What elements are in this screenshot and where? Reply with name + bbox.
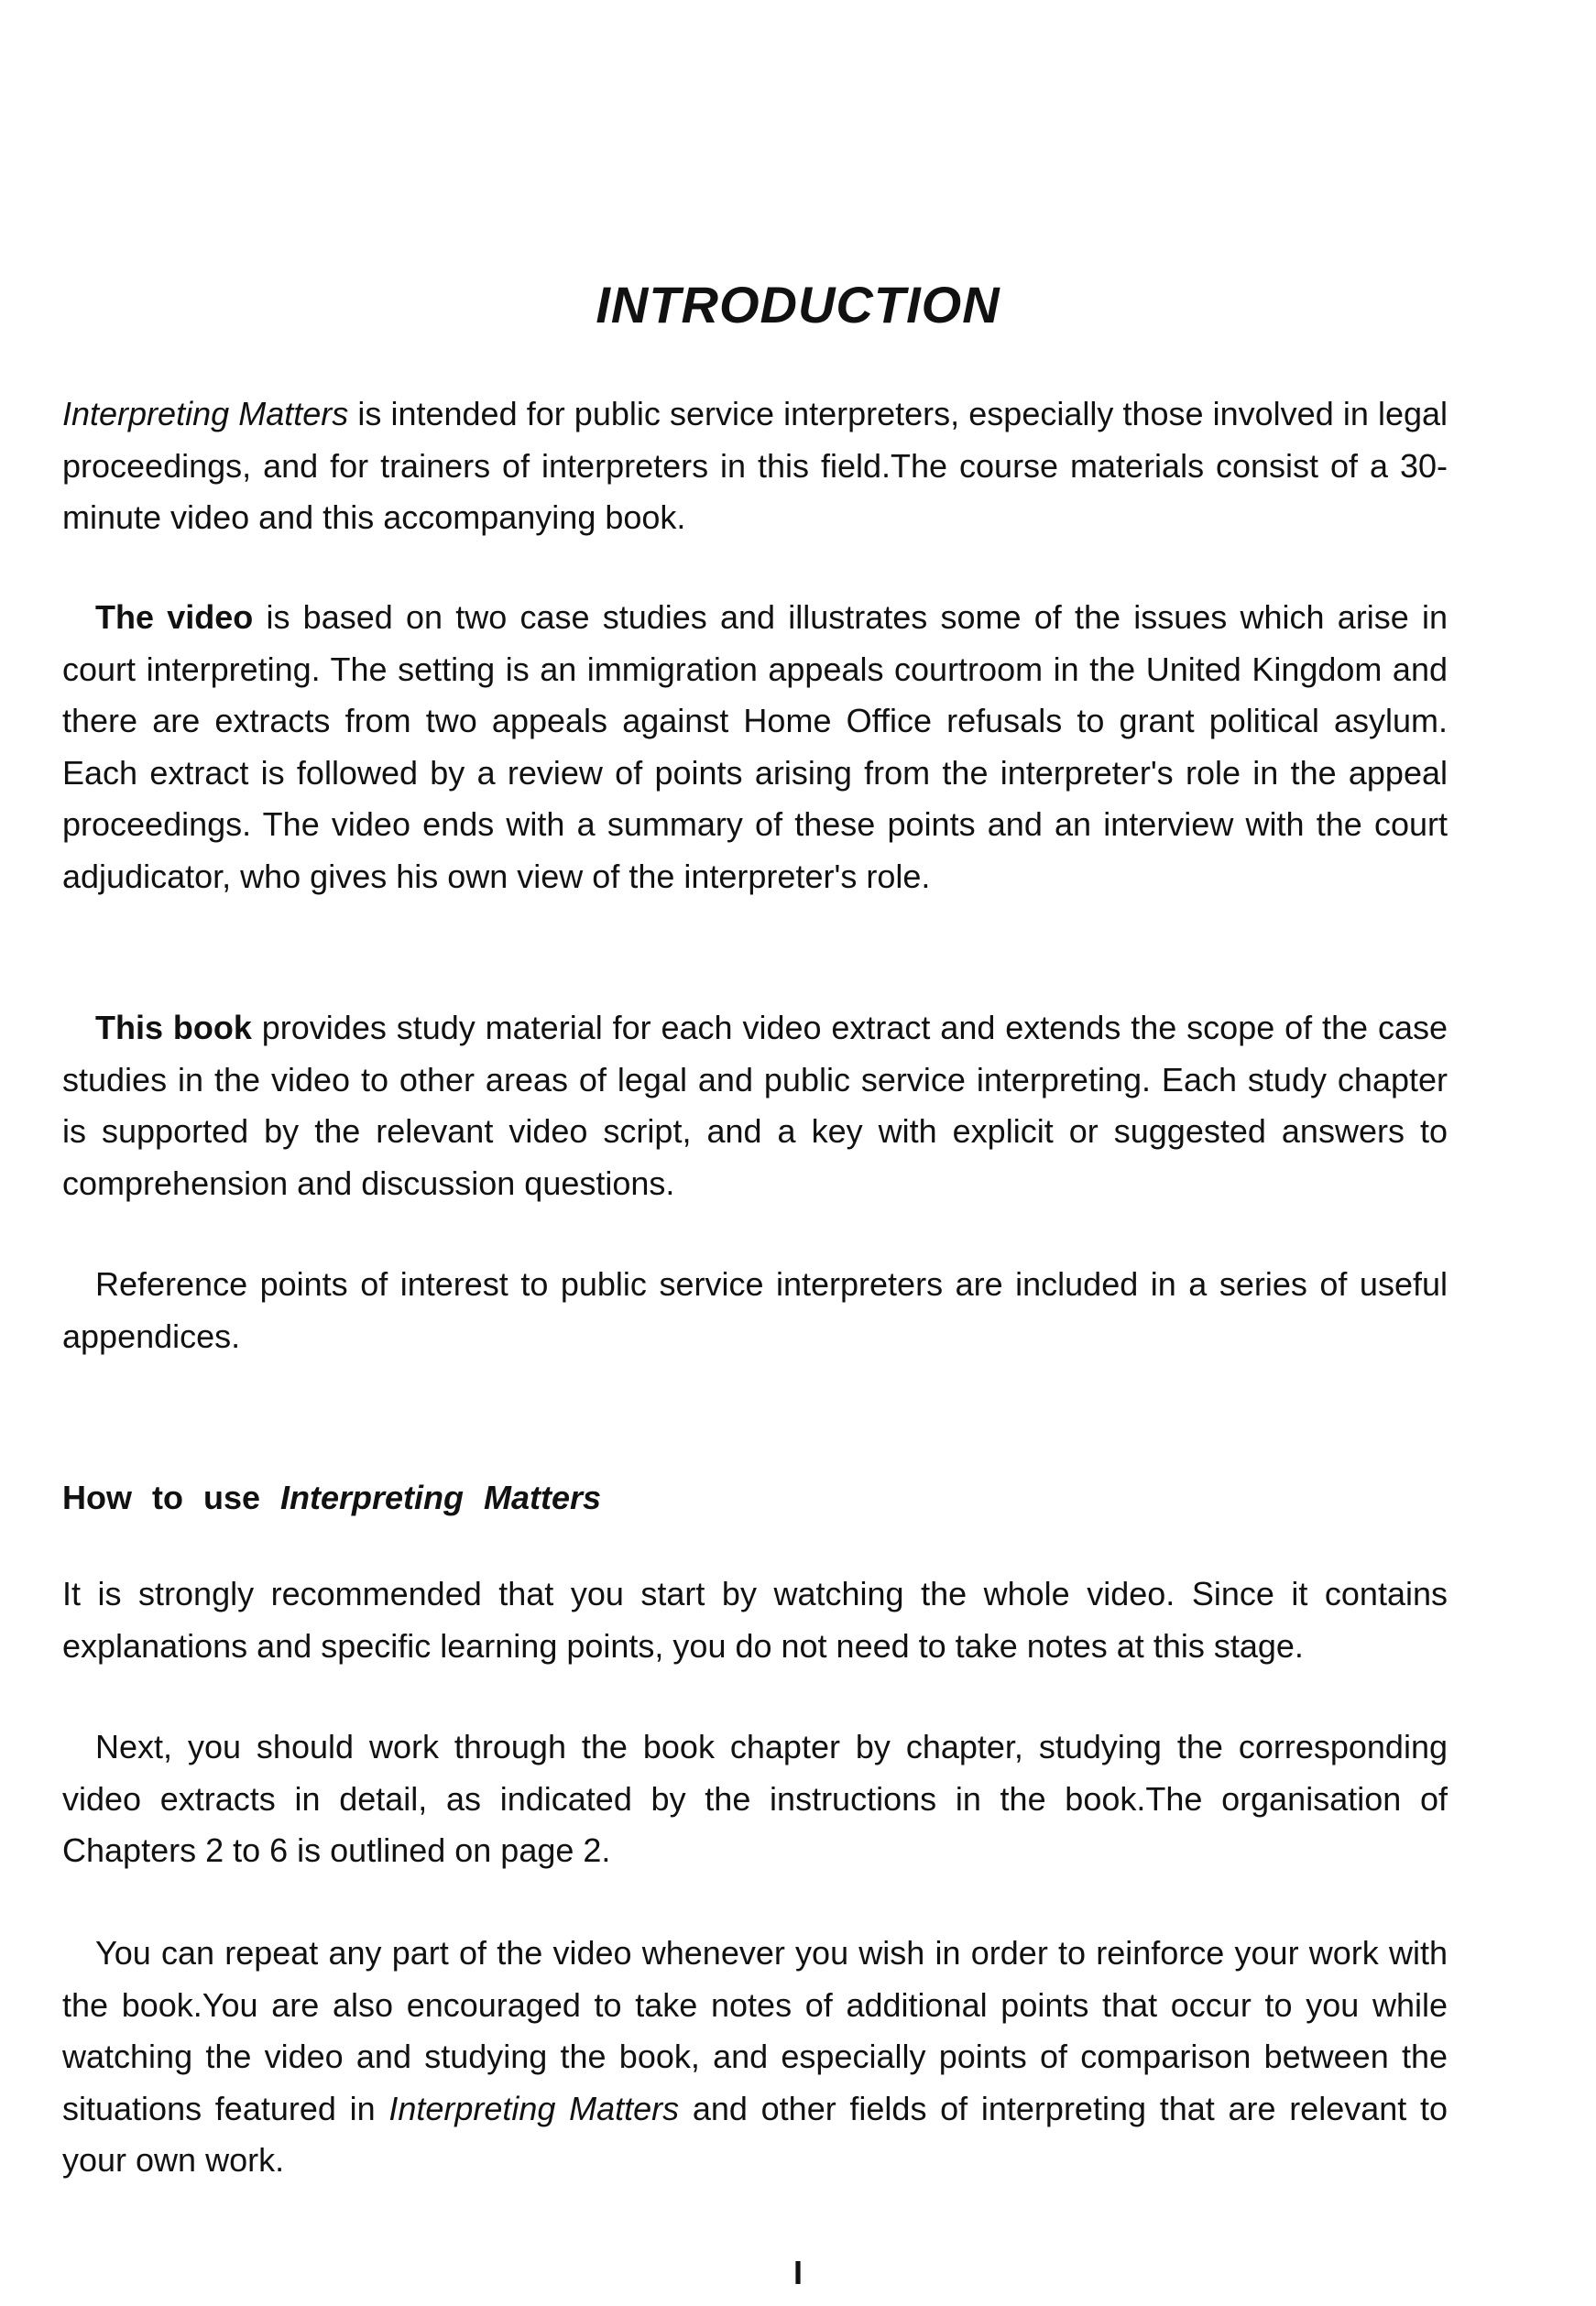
paragraph-text: is based on two case studies and illustrates some of the issues which arise in court interpreting. The setting is an immigration appeals courtroom in the United Kingdom and there are extracts from two appeals against Home Office refusals to grant political asylum. Each extract is followed by a review of points arising from the interpreter's role in the appeal proceedings. The video ends with a summary of these points and an interview with the court adjudicator, who gives his own view of the interpreter's role.: [62, 598, 1448, 895]
intro-paragraph-book: [62, 1002, 1448, 1209]
book-title-italic: Interpreting Matters: [62, 395, 349, 432]
paragraph-text: provides study material for each video extract and extends the scope of the case studies in the video to other areas of legal and public service interpreting. Each study chapter is supported by the relevant video script, and a key with explicit or suggested answers to comprehension and discussion questions.: [62, 1009, 1448, 1202]
usage-paragraph-2: [62, 1721, 1448, 1877]
page-number: I: [793, 2254, 803, 2291]
subheading-prefix: How to use: [62, 1479, 281, 1516]
intro-paragraph-1: [62, 388, 1448, 544]
paragraph-text: Next, you should work through the book chapter by chapter, studying the corresponding video extracts in detail, as indicated by the instructions in the book.The organisation of Chapters 2 to 6 is outlined on page 2.: [62, 1728, 1448, 1870]
usage-paragraph-3: [62, 1928, 1448, 2187]
page-title: INTRODUCTION: [596, 276, 1000, 333]
section-subheading: [62, 1479, 601, 1517]
paragraph-text: You can repeat any part of the video whenever you wish in order to reinforce your work with the book.You are also encouraged to take notes of additional points that occur to you while watching the video and studying the book, and especially points of comparison between the situations featured in: [62, 1934, 1448, 2127]
intro-paragraph-reference: [62, 1259, 1448, 1362]
paragraph-text: is intended for public service interpreters, especially those involved in legal proceedings, and for trainers of interpreters in this field.The course materials consist of a 30-minute video and this accompanying book.: [62, 395, 1448, 537]
paragraph-text-end: and other fields of interpreting that are relevant to your own work.: [62, 2089, 1448, 2180]
lead-in-bold: This book: [95, 1009, 252, 1046]
book-title-italic: Interpreting Matters: [388, 2089, 680, 2127]
usage-paragraph-1: [62, 1568, 1448, 1672]
lead-in-bold: The video: [95, 598, 254, 636]
paragraph-text: Reference points of interest to public service interpreters are included in a series of useful appendices.: [62, 1265, 1448, 1355]
subheading-italic: Interpreting Matters: [280, 1479, 602, 1516]
paragraph-text: It is strongly recommended that you start by watching the whole video. Since it contains explanations and specific learning points, you do not need to take notes at this stage.: [62, 1575, 1448, 1665]
intro-paragraph-video: [62, 592, 1448, 903]
